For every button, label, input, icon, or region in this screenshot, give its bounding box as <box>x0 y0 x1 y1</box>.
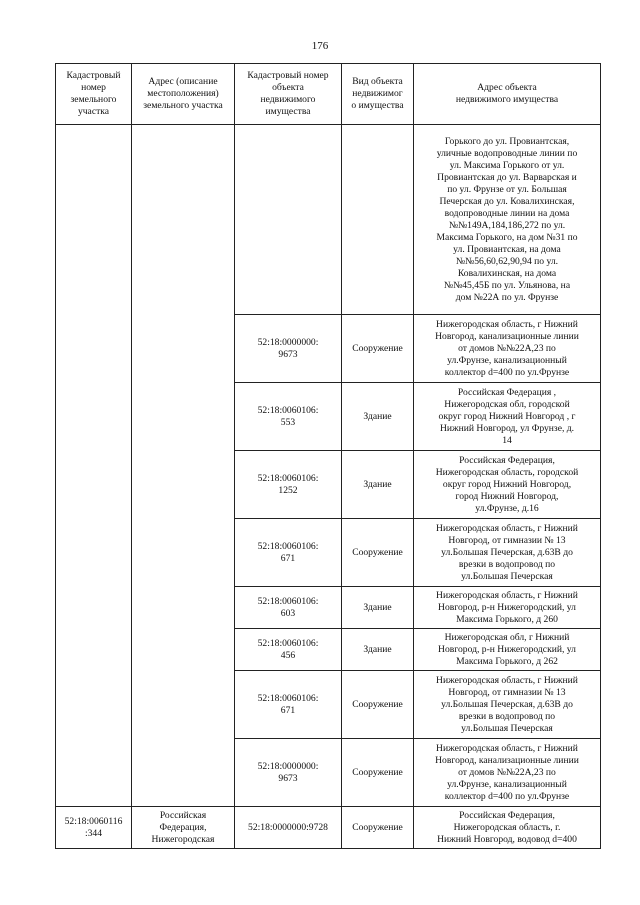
object-type-cell: Здание <box>342 383 414 451</box>
object-address-cell: Российская Федерация, Нижегородская область, городской округ город Нижний Новгород, город Нижний Новгород, ул.Фрунзе, д.16 <box>414 451 601 519</box>
table-row <box>56 125 601 315</box>
header-object-cadastral: Кадастровый номер объекта недвижимого имущества <box>235 64 342 125</box>
property-table <box>55 63 601 849</box>
header-row <box>56 64 601 125</box>
object-type-cell: Здание <box>342 451 414 519</box>
table-row <box>56 807 601 849</box>
object-cadastral-cell: 52:18:0060106: 456 <box>235 629 342 671</box>
object-type-cell: Здание <box>342 629 414 671</box>
object-cadastral-cell: 52:18:0060106: 603 <box>235 587 342 629</box>
header-object-type: Вид объекта недвижимог о имущества <box>342 64 414 125</box>
object-type-cell: Сооружение <box>342 671 414 739</box>
object-type-cell: Сооружение <box>342 739 414 807</box>
header-object-address: Адрес объекта недвижимого имущества <box>414 64 601 125</box>
land-address-cell <box>132 125 235 807</box>
object-cadastral-cell <box>235 125 342 315</box>
page-number: 176 <box>311 40 329 52</box>
object-cadastral-cell: 52:18:0060106: 671 <box>235 671 342 739</box>
object-type-cell: Здание <box>342 587 414 629</box>
header-land-cadastral: Кадастровый номер земельного участка <box>56 64 132 125</box>
object-address-cell: Российская Федерация , Нижегородская обл, городской округ город Нижний Новгород , г Нижний Новгород, ул Фрунзе, д. 14 <box>414 383 601 451</box>
object-cadastral-cell: 52:18:0000000:9728 <box>235 807 342 849</box>
object-cadastral-cell: 52:18:0060106: 553 <box>235 383 342 451</box>
object-address-cell: Горького до ул. Провиантская, уличные водопроводные линии по ул. Максима Горького от ул. Провиантская до ул. Варварская и по ул. Фрунзе от ул. Большая Печерская до ул. Ковалихинская, водопроводные линии на дома №№149А,184,186,272 по ул. Максима Горького, на дом №31 по ул. Провиантская, на дома №№56,60,62,90,94 по ул. Ковалихинская, на дома №№45,45Б по ул. Ульянова, на дом №22А по ул. Фрунзе <box>414 125 601 315</box>
object-address-cell: Нижегородская обл, г Нижний Новгород, р-н Нижегородский, ул Максима Горького, д 262 <box>414 629 601 671</box>
object-cadastral-cell: 52:18:0000000: 9673 <box>235 739 342 807</box>
land-cadastral-cell <box>56 125 132 807</box>
land-cadastral-cell: 52:18:0060116 :344 <box>56 807 132 849</box>
header-land-address: Адрес (описание местоположения) земельного участка <box>132 64 235 125</box>
object-cadastral-cell: 52:18:0060106: 671 <box>235 519 342 587</box>
object-address-cell: Нижегородская область, г Нижний Новгород, канализационные линии от домов №№22А,23 по ул.Фрунзе, канализационный коллектор d=400 по ул.Фрунзе <box>414 315 601 383</box>
object-address-cell: Нижегородская область, г Нижний Новгород, р-н Нижегородский, ул Максима Горького, д 260 <box>414 587 601 629</box>
object-cadastral-cell: 52:18:0060106: 1252 <box>235 451 342 519</box>
land-address-cell: Российская Федерация, Нижегородская <box>132 807 235 849</box>
object-type-cell: Сооружение <box>342 519 414 587</box>
object-address-cell: Нижегородская область, г Нижний Новгород, от гимназии № 13 ул.Большая Печерская, д.63В до врезки в водопровод по ул.Большая Печерская <box>414 671 601 739</box>
object-address-cell: Российская Федерация, Нижегородская область, г. Нижний Новгород, водовод d=400 <box>414 807 601 849</box>
object-type-cell: Сооружение <box>342 315 414 383</box>
object-type-cell <box>342 125 414 315</box>
object-address-cell: Нижегородская область, г Нижний Новгород, от гимназии № 13 ул.Большая Печерская, д.63В до врезки в водопровод по ул.Большая Печерская <box>414 519 601 587</box>
object-type-cell: Сооружение <box>342 807 414 849</box>
object-address-cell: Нижегородская область, г Нижний Новгород, канализационные линии от домов №№22А,23 по ул.Фрунзе, канализационный коллектор d=400 по ул.Фрунзе <box>414 739 601 807</box>
object-cadastral-cell: 52:18:0000000: 9673 <box>235 315 342 383</box>
